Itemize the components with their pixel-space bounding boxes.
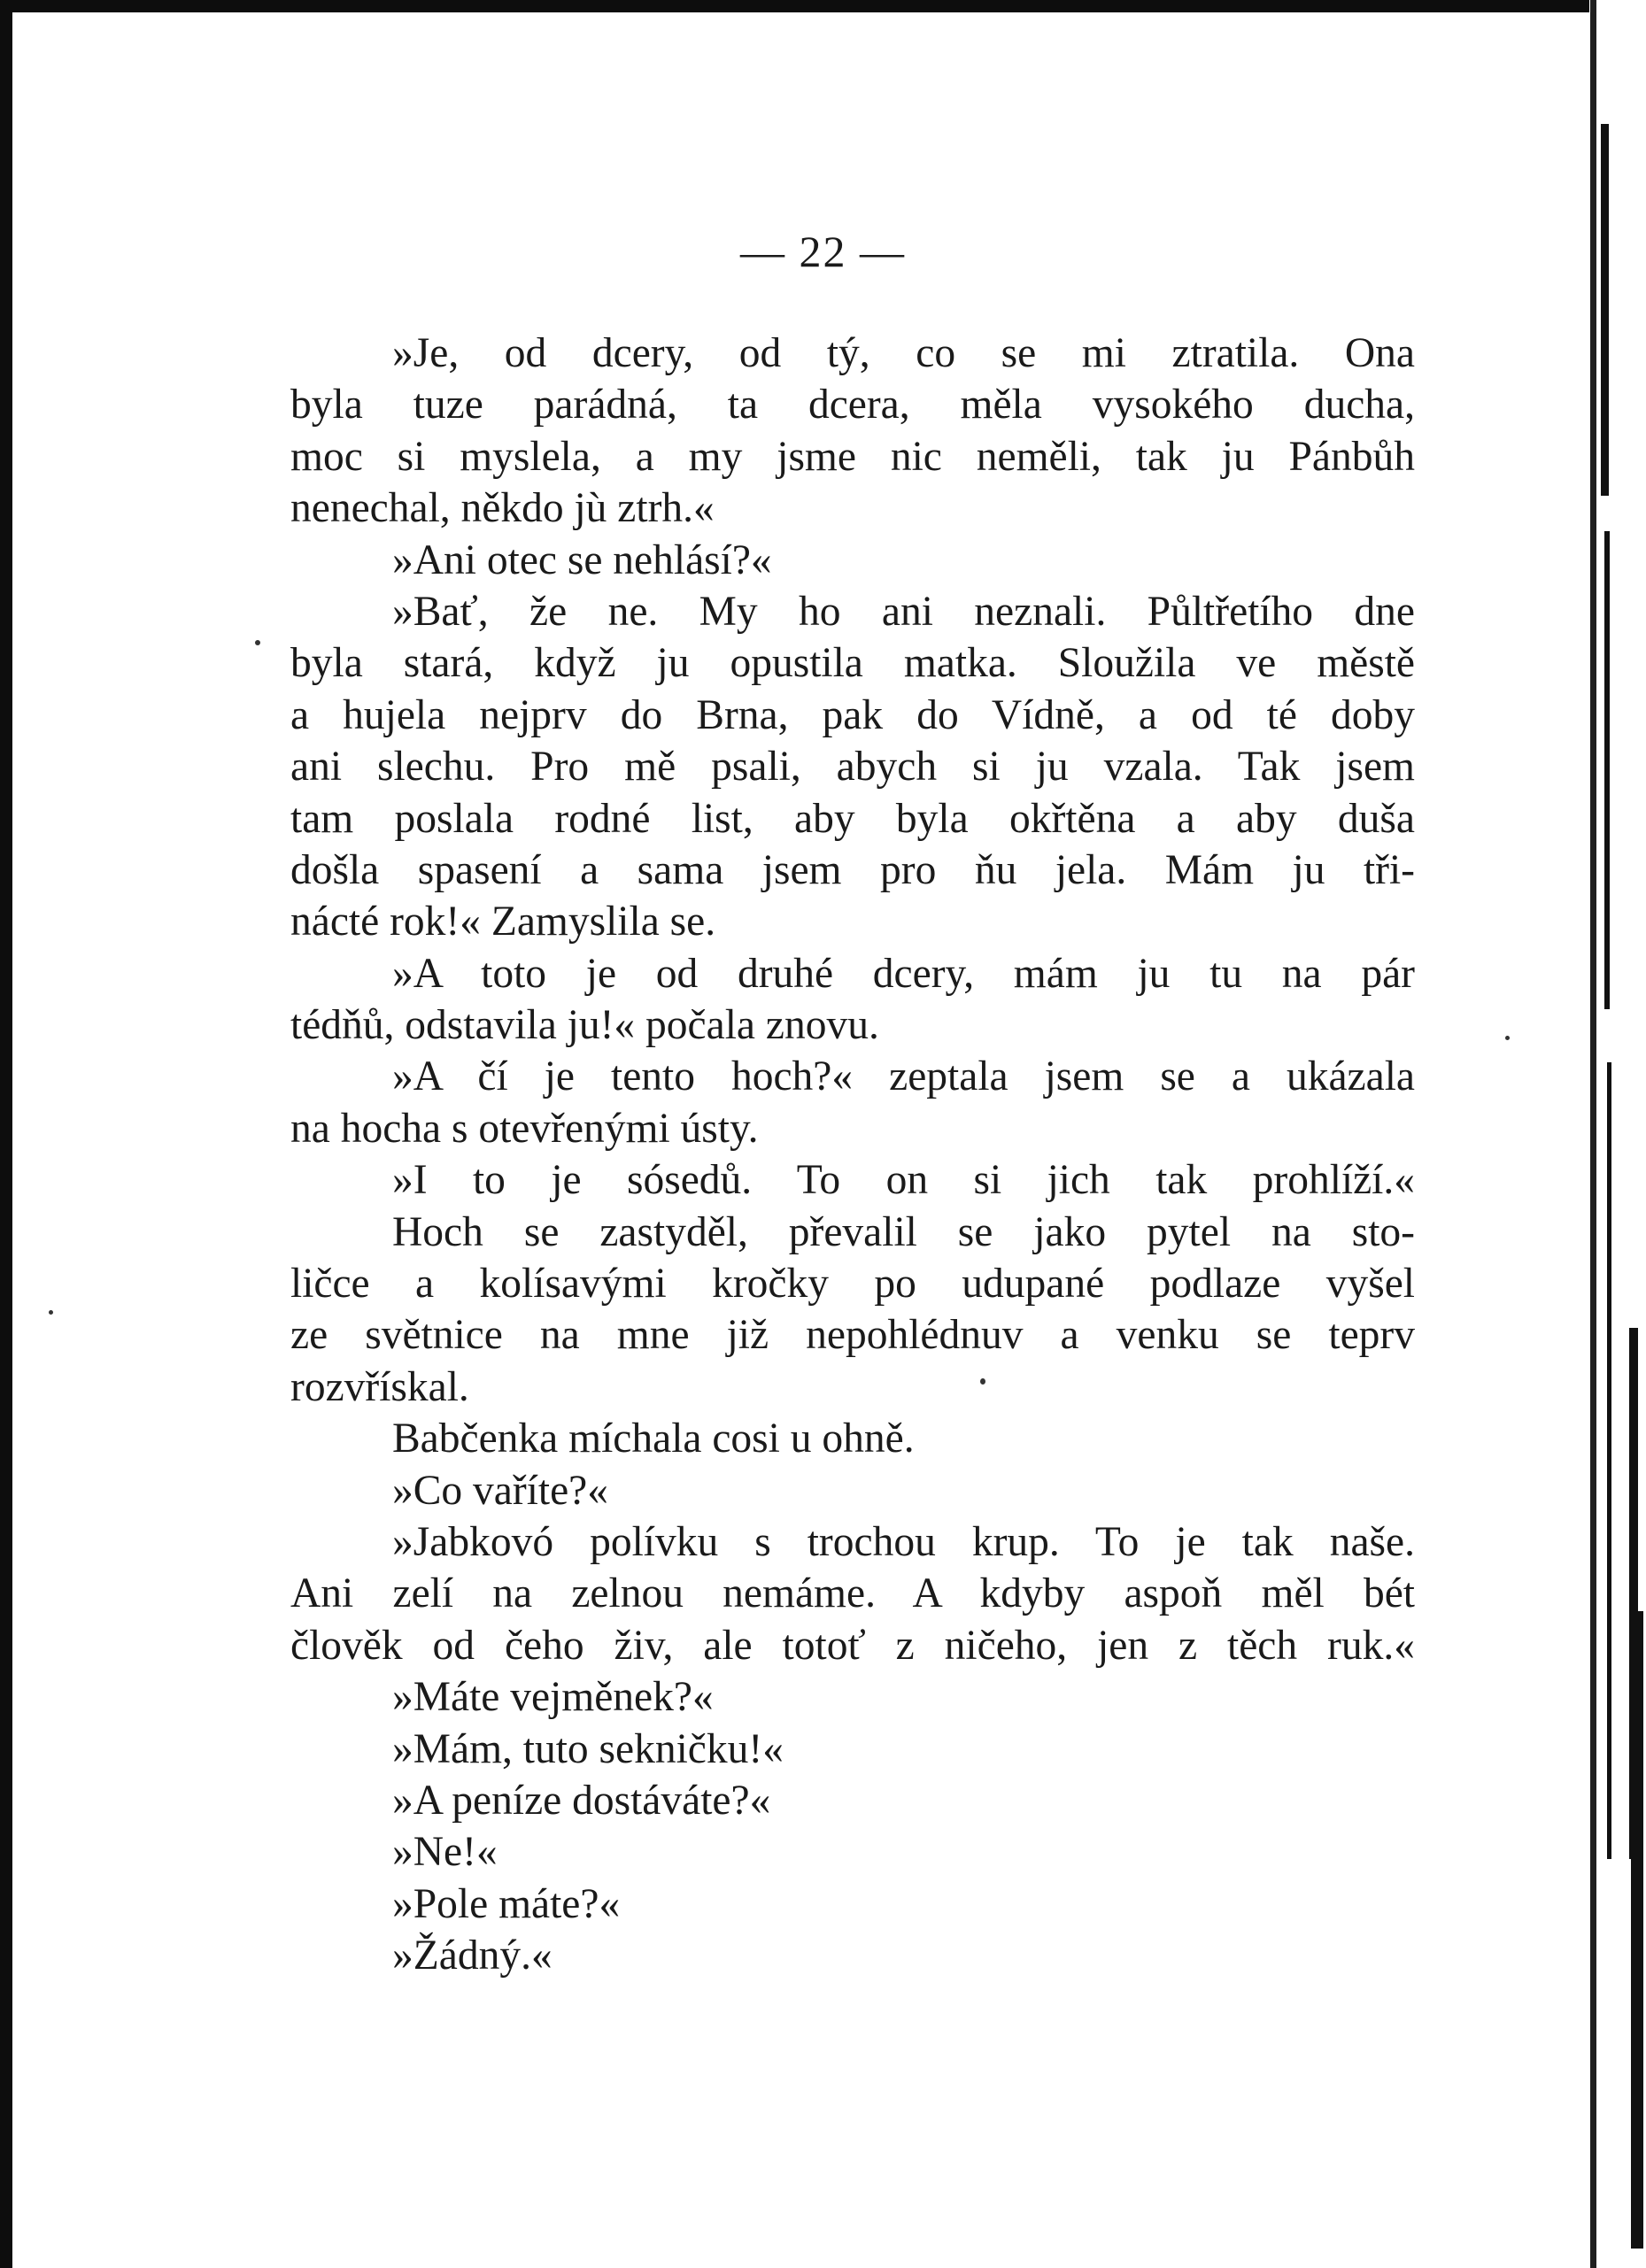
book-spine-shadow (1601, 124, 1609, 496)
text-line: a hujela nejprv do Brna, pak do Vídně, a od té doby (290, 691, 1415, 738)
text-line: »Ani otec se nehlásí?« (392, 536, 772, 583)
scan-speck (1505, 1036, 1510, 1040)
text-line: »I to je sósedů. To on si jich tak prohlíží.« (392, 1157, 1415, 1204)
text-line: došla spasení a sama jsem pro ňu jela. Mám ju tři- (290, 846, 1415, 893)
text-line: »Pole máte?« (392, 1880, 621, 1927)
text-line: »Je, od dcery, od tý, co se mi ztratila. Ona (392, 330, 1415, 376)
text-line: »Bať, že ne. My ho ani neznali. Půltřetího dne (392, 588, 1415, 635)
text-line: nácté rok!« Zamyslila se. (290, 899, 716, 945)
book-spine-shadow (1631, 1611, 1643, 2249)
text-line: »Máte vejměnek?« (392, 1674, 714, 1721)
text-line: »Žádný.« (392, 1932, 553, 1979)
text-line: tam poslala rodné list, aby byla okřtěna a aby duša (290, 795, 1415, 842)
page-body-text (290, 328, 1415, 1982)
text-line: »Mám, tuto sekničku!« (392, 1725, 784, 1772)
text-line: Hoch se zastyděl, převalil se jako pytel na sto- (392, 1208, 1415, 1255)
scan-border-left (0, 0, 12, 2268)
text-line: na hocha s otevřenými ústy. (290, 1105, 759, 1152)
text-line: »A toto je od druhé dcery, mám ju tu na pár (392, 950, 1415, 997)
scan-border-top (0, 0, 1646, 12)
text-line: »A čí je tento hoch?« zeptala jsem se a ukázala (392, 1053, 1415, 1100)
text-line: Babčenka míchala cosi u ohně. (392, 1416, 915, 1462)
text-line: byla stará, když ju opustila matka. Sloužila ve městě (290, 640, 1415, 687)
book-spine-shadow (1607, 1062, 1611, 1859)
text-line: nenechal, někdo jù ztrh.« (290, 485, 715, 532)
text-line: »A peníze dostáváte?« (392, 1777, 771, 1824)
text-line: »Jabkovó polívku s trochou krup. To je tak naše. (392, 1518, 1415, 1565)
book-spine-line (1590, 0, 1596, 2268)
text-line: »Ne!« (392, 1829, 498, 1876)
book-spine-shadow (1604, 531, 1610, 1009)
text-line: Ani zelí na zelnou nemáme. A kdyby aspoň měl bét (290, 1570, 1415, 1617)
text-line: »Co vaříte?« (392, 1467, 609, 1514)
text-line: rozvřískal. (290, 1363, 469, 1410)
text-line: byla tuze parádná, ta dcera, měla vysokého ducha, (290, 382, 1415, 428)
text-line: ze světnice na mne již nepohlédnuv a venku se teprv (290, 1312, 1415, 1359)
page-number: — 22 — (740, 227, 906, 276)
text-line: moc si myslela, a my jsme nic neměli, tak ju Pánbůh (290, 433, 1415, 480)
text-line: ličce a kolísavými kročky po udupané podlaze vyšel (290, 1261, 1415, 1308)
scan-speck (255, 640, 260, 645)
text-line: tédňů, odstavila ju!« počala znovu. (290, 1002, 879, 1049)
text-line: ani slechu. Pro mě psali, abych si ju vzala. Tak jsem (290, 744, 1415, 791)
scan-speck (49, 1310, 53, 1315)
text-line: člověk od čeho živ, ale totoť z ničeho, jen z těch ruk.« (290, 1622, 1415, 1669)
